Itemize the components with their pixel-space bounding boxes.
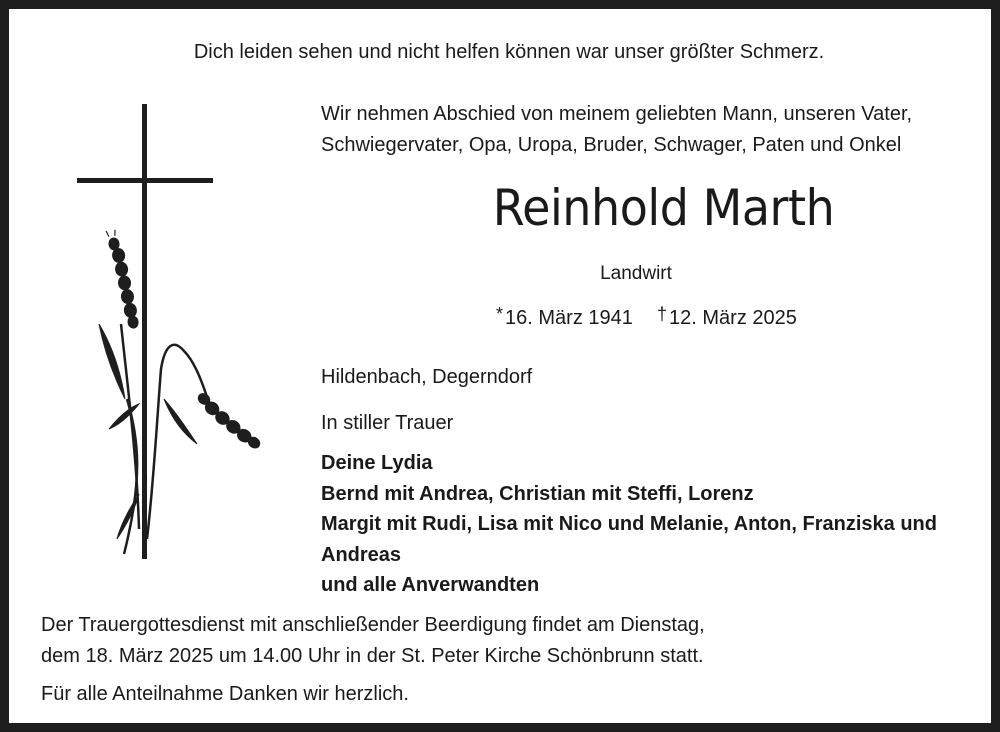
birth-info: [496, 304, 633, 330]
death-cross-icon: †: [657, 304, 668, 324]
family-member-line: Deine Lydia: [321, 452, 433, 474]
family-member-line: Bernd mit Andrea, Christian mit Steffi, Lorenz: [321, 482, 754, 505]
deceased-name: Reinhold Marth: [492, 179, 835, 237]
family-list: [321, 448, 937, 601]
mourning-line: In stiller Trauer: [321, 412, 454, 434]
birth-date: 16. März 1941: [505, 307, 633, 329]
occupation: Landwirt: [600, 263, 672, 284]
funeral-service-info: [41, 610, 705, 672]
cross-with-wheat-icon: [69, 99, 269, 569]
motto-quote: Dich leiden sehen und nicht helfen können war unser größter Schmerz.: [193, 41, 825, 63]
family-member-line: Margit mit Rudi, Lisa mit Nico und Melanie, Anton, Franziska und: [321, 513, 937, 535]
death-date: 12. März 2025: [669, 307, 797, 329]
birth-star-icon: *: [496, 304, 504, 324]
service-line-2: dem 18. März 2025 um 14.00 Uhr in der St. Peter Kirche Schönbrunn statt.: [41, 645, 704, 667]
family-member-line: und alle Anverwandten: [321, 574, 540, 596]
service-line-1: Der Trauergottesdienst mit anschließender Beerdigung findet am Dienstag,: [41, 614, 705, 636]
death-info: [657, 304, 797, 330]
intro-line-2: Schwiegervater, Opa, Uropa, Bruder, Schwager, Paten und Onkel: [321, 134, 902, 156]
place: Hildenbach, Degerndorf: [321, 366, 533, 388]
intro-line-1: Wir nehmen Abschied von meinem geliebten Mann, unseren Vater,: [321, 103, 913, 125]
family-member-line: Andreas: [321, 543, 402, 566]
thanks-line: Für alle Anteilnahme Danken wir herzlich.: [41, 683, 409, 705]
